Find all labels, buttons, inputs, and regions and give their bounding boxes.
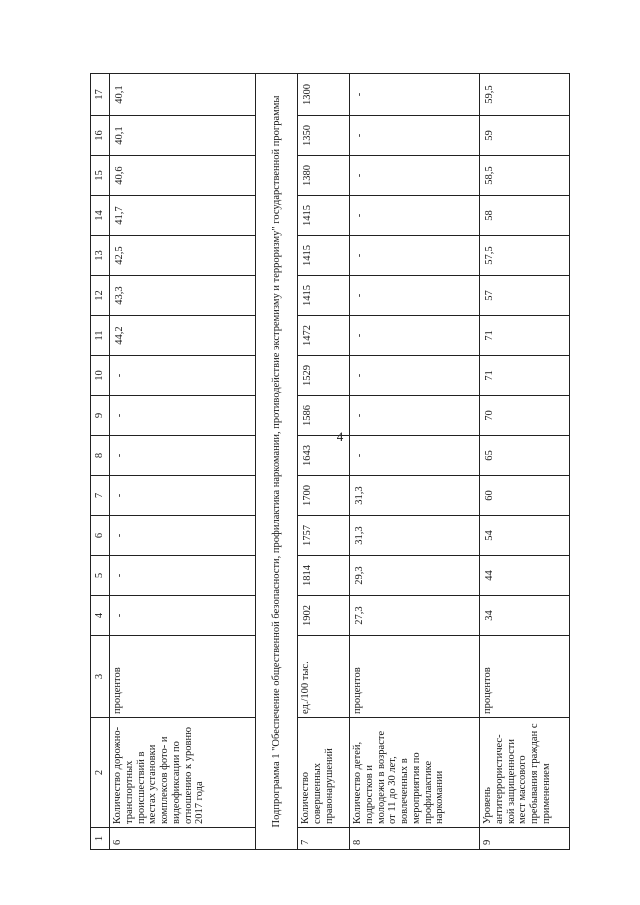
header-cell: 2 bbox=[91, 718, 110, 828]
value-cell: 1814 bbox=[298, 556, 350, 596]
header-cell: 5 bbox=[91, 556, 110, 596]
value-cell: - bbox=[110, 596, 256, 636]
indicator-name: Количество детей, подростков и молодежи в возрасте от 11 до 30 лет, вовлеченных в мероприятия по профилактике наркомании bbox=[350, 718, 480, 828]
value-cell: - bbox=[350, 316, 480, 356]
unit-cell: ед./100 тыс. bbox=[298, 636, 350, 718]
value-cell: 1350 bbox=[298, 116, 350, 156]
value-cell: 57,5 bbox=[480, 236, 570, 276]
value-cell: 57 bbox=[480, 276, 570, 316]
header-cell: 12 bbox=[91, 276, 110, 316]
value-cell: 29,3 bbox=[350, 556, 480, 596]
indicators-table bbox=[90, 73, 570, 850]
value-cell: 58,5 bbox=[480, 156, 570, 196]
row-index: 7 bbox=[298, 828, 350, 850]
value-cell: 1300 bbox=[298, 74, 350, 116]
indicator-name: Количество совершенных правонарушений bbox=[298, 718, 350, 828]
value-cell: 44,2 bbox=[110, 316, 256, 356]
header-cell: 4 bbox=[91, 596, 110, 636]
header-cell: 11 bbox=[91, 316, 110, 356]
value-cell: - bbox=[110, 356, 256, 396]
value-cell: 1643 bbox=[298, 436, 350, 476]
table-row bbox=[480, 74, 570, 850]
header-cell: 17 bbox=[91, 74, 110, 116]
value-cell: - bbox=[350, 116, 480, 156]
value-cell: 1415 bbox=[298, 196, 350, 236]
value-cell: 41,7 bbox=[110, 196, 256, 236]
header-cell: 3 bbox=[91, 636, 110, 718]
indicator-name: Количество дорожно-транспортных происшествий в местах установки комплексов фото- и видеофиксации по отношению к уровню 2017 года bbox=[110, 718, 256, 828]
header-cell: 13 bbox=[91, 236, 110, 276]
header-row bbox=[91, 74, 110, 850]
header-cell: 14 bbox=[91, 196, 110, 236]
value-cell: 42,5 bbox=[110, 236, 256, 276]
value-cell: 1700 bbox=[298, 476, 350, 516]
value-cell: - bbox=[350, 276, 480, 316]
value-cell: 40,6 bbox=[110, 156, 256, 196]
header-cell: 16 bbox=[91, 116, 110, 156]
table-row bbox=[298, 74, 350, 850]
table-row bbox=[350, 74, 480, 850]
value-cell: 59 bbox=[480, 116, 570, 156]
value-cell: - bbox=[350, 396, 480, 436]
value-cell: 43,3 bbox=[110, 276, 256, 316]
value-cell: 70 bbox=[480, 396, 570, 436]
value-cell: 1902 bbox=[298, 596, 350, 636]
header-cell: 7 bbox=[91, 476, 110, 516]
unit-cell: процентов bbox=[480, 636, 570, 718]
value-cell: 65 bbox=[480, 436, 570, 476]
table-row bbox=[110, 74, 256, 850]
header-cell: 6 bbox=[91, 516, 110, 556]
value-cell: - bbox=[350, 356, 480, 396]
value-cell: - bbox=[350, 74, 480, 116]
value-cell: 40,1 bbox=[110, 116, 256, 156]
value-cell: 71 bbox=[480, 316, 570, 356]
row-index: 8 bbox=[350, 828, 480, 850]
value-cell: 34 bbox=[480, 596, 570, 636]
header-cell: 1 bbox=[91, 828, 110, 850]
row-index: 6 bbox=[110, 828, 256, 850]
header-cell: 10 bbox=[91, 356, 110, 396]
unit-cell: процентов bbox=[110, 636, 256, 718]
value-cell: - bbox=[110, 516, 256, 556]
indicator-name: Уровень антитеррористичес-кой защищенности мест массового пребывания граждан с применением bbox=[480, 718, 570, 828]
value-cell: 1586 bbox=[298, 396, 350, 436]
value-cell: 1415 bbox=[298, 236, 350, 276]
header-cell: 9 bbox=[91, 396, 110, 436]
value-cell: 60 bbox=[480, 476, 570, 516]
subprogram-title: Подпрограмма 1 "Обеспечение общественной безопасности, профилактика наркомании, противодействие экстремизму и терроризму" государственной программы bbox=[256, 74, 298, 850]
value-cell: 44 bbox=[480, 556, 570, 596]
page-number: 4 bbox=[336, 429, 344, 444]
value-cell: 59,5 bbox=[480, 74, 570, 116]
value-cell: - bbox=[110, 436, 256, 476]
value-cell: 1415 bbox=[298, 276, 350, 316]
value-cell: 1380 bbox=[298, 156, 350, 196]
value-cell: 27,3 bbox=[350, 596, 480, 636]
unit-cell: процентов bbox=[350, 636, 480, 718]
header-cell: 8 bbox=[91, 436, 110, 476]
value-cell: - bbox=[110, 476, 256, 516]
value-cell: 31,3 bbox=[350, 516, 480, 556]
value-cell: 40,1 bbox=[110, 74, 256, 116]
value-cell: 71 bbox=[480, 356, 570, 396]
value-cell: 1757 bbox=[298, 516, 350, 556]
rotated-table-container bbox=[90, 74, 568, 850]
header-cell: 15 bbox=[91, 156, 110, 196]
value-cell: - bbox=[350, 236, 480, 276]
value-cell: - bbox=[110, 556, 256, 596]
value-cell: - bbox=[350, 156, 480, 196]
value-cell: - bbox=[110, 396, 256, 436]
value-cell: 1472 bbox=[298, 316, 350, 356]
value-cell: 1529 bbox=[298, 356, 350, 396]
row-index: 9 bbox=[480, 828, 570, 850]
value-cell: 31,3 bbox=[350, 476, 480, 516]
value-cell: - bbox=[350, 196, 480, 236]
subprogram-row bbox=[256, 74, 298, 850]
value-cell: - bbox=[350, 436, 480, 476]
value-cell: 58 bbox=[480, 196, 570, 236]
value-cell: 54 bbox=[480, 516, 570, 556]
